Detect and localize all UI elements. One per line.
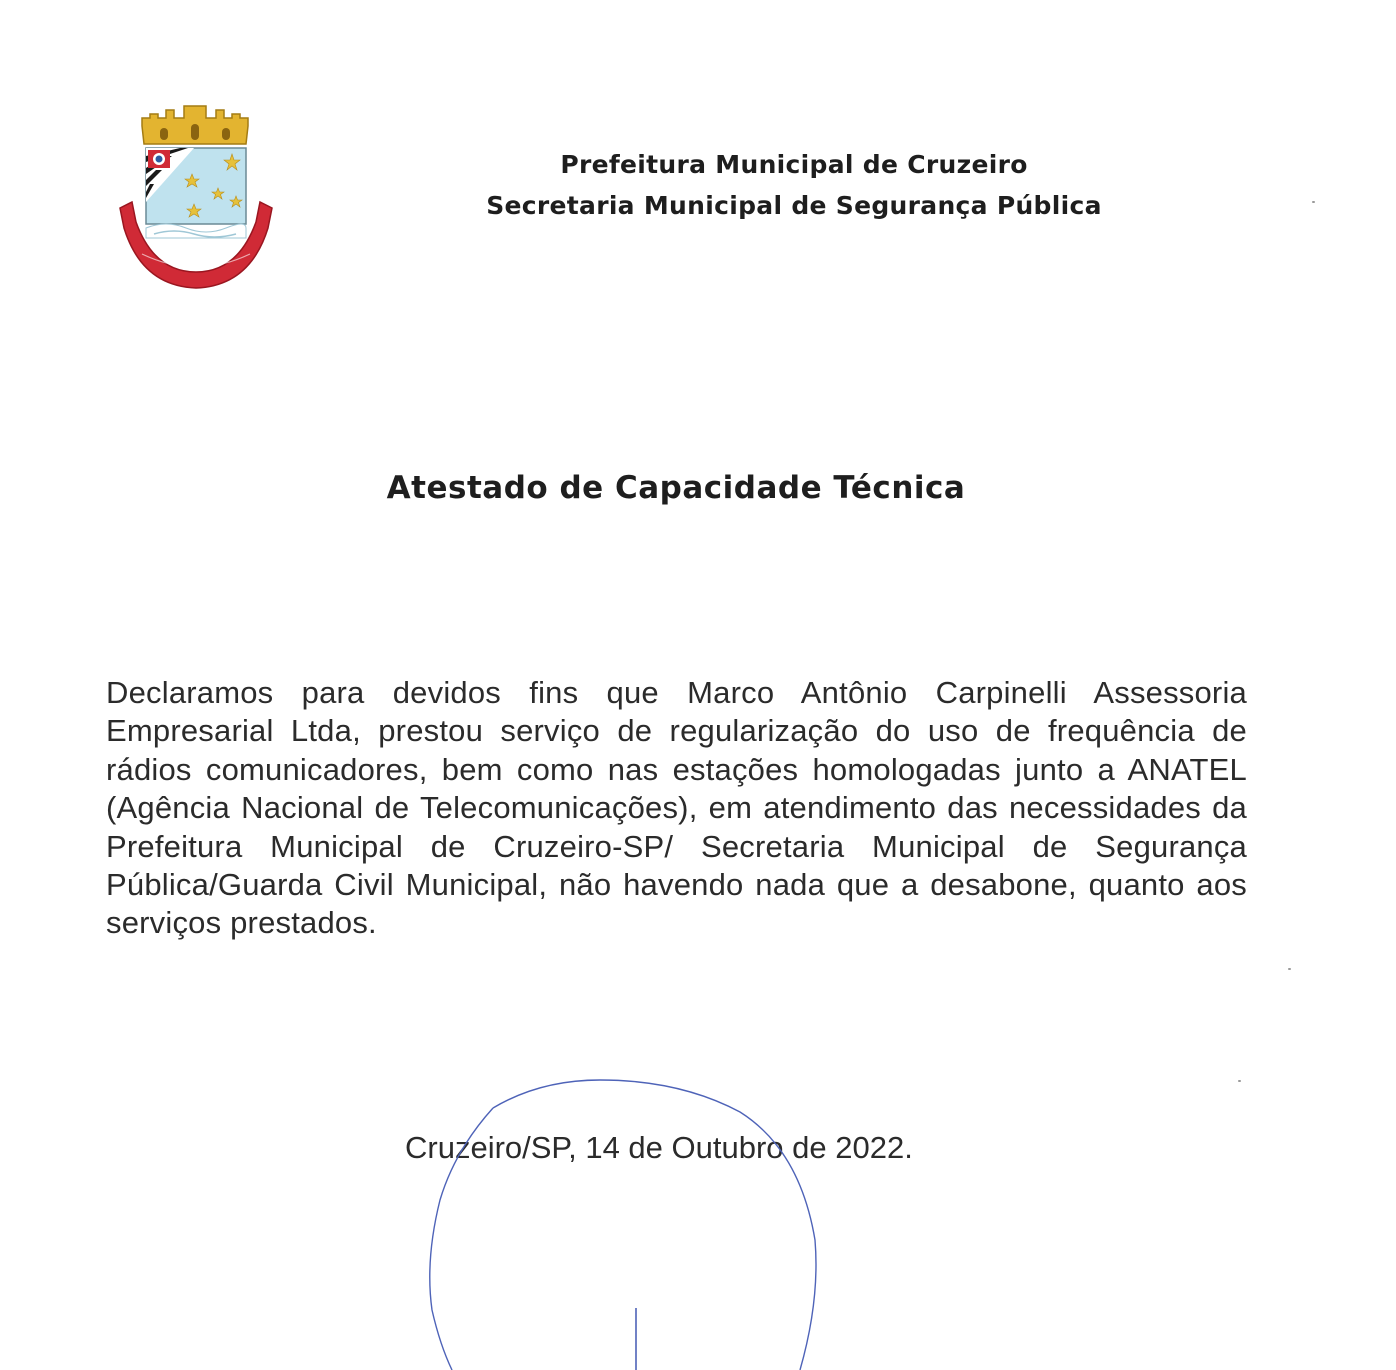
shield-icon: [146, 148, 246, 238]
document-title: Atestado de Capacidade Técnica: [386, 470, 966, 506]
crown-icon: [142, 106, 248, 144]
scan-speck: [1312, 201, 1315, 203]
letterhead-line-1: Prefeitura Municipal de Cruzeiro: [560, 150, 1028, 179]
letterhead-line-2: Secretaria Municipal de Segurança Pública: [486, 191, 1102, 220]
scan-speck: [1288, 968, 1291, 970]
coat-of-arms-logo: [114, 104, 276, 294]
scan-speck: [1238, 1080, 1241, 1082]
date-line: Cruzeiro/SP, 14 de Outubro de 2022.: [405, 1130, 913, 1165]
letterhead: [400, 144, 1188, 226]
document-body: Declaramos para devidos fins que Marco Antônio Carpinelli Assessoria Empresarial Ltda, prestou serviço de regularização do uso de frequência de rádios comunicadores, bem como nas estações homologadas junto a ANATEL (Agência Nacional de Telecomunicações), em atendimento das necessidades da Prefeitura Municipal de Cruzeiro-SP/ Secretaria Municipal de Segurança Pública/Guarda Civil Municipal, não havendo nada que a desabone, quanto aos serviços prestados.: [106, 675, 1247, 941]
